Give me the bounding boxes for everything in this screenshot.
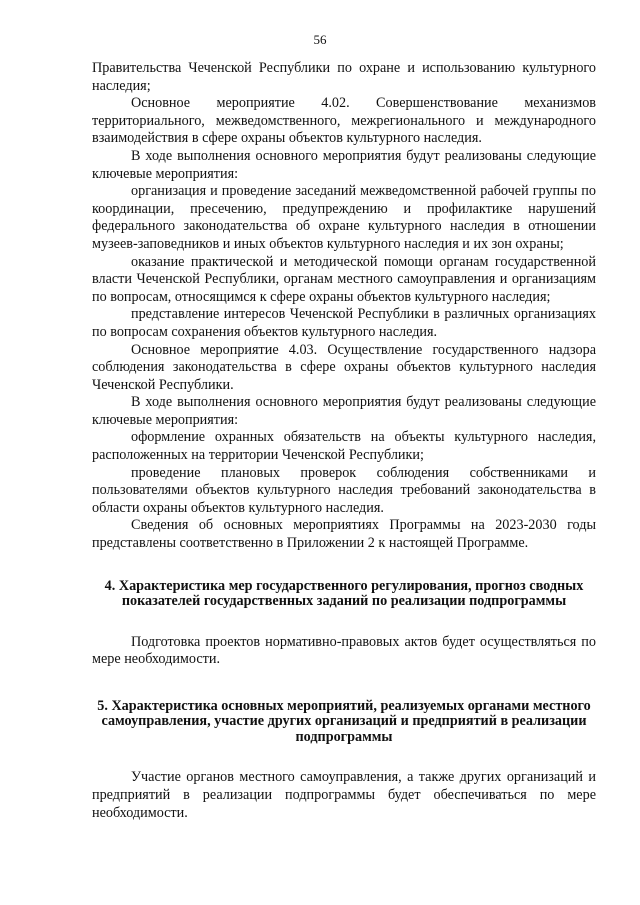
paragraph: представление интересов Чеченской Республики в различных организациях по вопросам сохранения объектов культурного наследия. bbox=[92, 306, 596, 340]
section-5-heading: 5. Характеристика основных мероприятий, реализуемых органами местного самоуправления, участие других организаций и предприятий в реализации подпрограммы bbox=[97, 697, 591, 745]
paragraph: оказание практической и методической помощи органам государственной власти Чеченской Республики, органам местного самоуправления и организациям по вопросам, относящимся к сфере охраны объектов культурного наследия; bbox=[92, 253, 596, 305]
section-4-text: Подготовка проектов нормативно-правовых актов будет осуществляться по мере необходимости. bbox=[92, 633, 596, 668]
paragraph: В ходе выполнения основного мероприятия будут реализованы следующие ключевые мероприятия: bbox=[92, 394, 596, 428]
paragraph: Сведения об основных мероприятиях Программы на 2023-2030 годы представлены соответственно в Приложении 2 к настоящей Программе. bbox=[92, 517, 596, 552]
section-5-text: Участие органов местного самоуправления, а также других организаций и предприятий в реализации подпрограммы будет обеспечиваться по мере необходимости. bbox=[92, 769, 596, 821]
paragraph: Основное мероприятие 4.03. Осуществление государственного надзора соблюдения законодательства в сфере охраны объектов культурного наследия Чеченской Республики. bbox=[92, 341, 596, 393]
section-4-heading: 4. Характеристика мер государственного регулирования, прогноз сводных показателей государственных заданий по реализации подпрограммы bbox=[104, 577, 584, 610]
paragraph: Правительства Чеченской Республики по охране и использованию культурного наследия; bbox=[92, 60, 596, 94]
paragraph: В ходе выполнения основного мероприятия будут реализованы следующие ключевые мероприятия: bbox=[92, 147, 596, 182]
document-body bbox=[92, 60, 596, 822]
paragraph: проведение плановых проверок соблюдения собственниками и пользователями объектов культурного наследия требований законодательства в области охраны объектов культурного наследия. bbox=[92, 464, 596, 516]
paragraph: организация и проведение заседаний межведомственной рабочей группы по координации, пресечению, предупреждению и профилактике нарушений федерального законодательства об охране культурного наследия в отношении музеев-заповедников и иных объектов культурного наследия и их зон охраны; bbox=[92, 183, 596, 252]
page-number: 56 bbox=[313, 32, 327, 47]
paragraph: оформление охранных обязательств на объекты культурного наследия, расположенных на территории Чеченской Республики; bbox=[92, 429, 596, 464]
paragraph: Основное мероприятие 4.02. Совершенствование механизмов территориального, межведомственного, межрегионального и международного взаимодействия в сфере охраны объектов культурного наследия. bbox=[92, 95, 596, 147]
